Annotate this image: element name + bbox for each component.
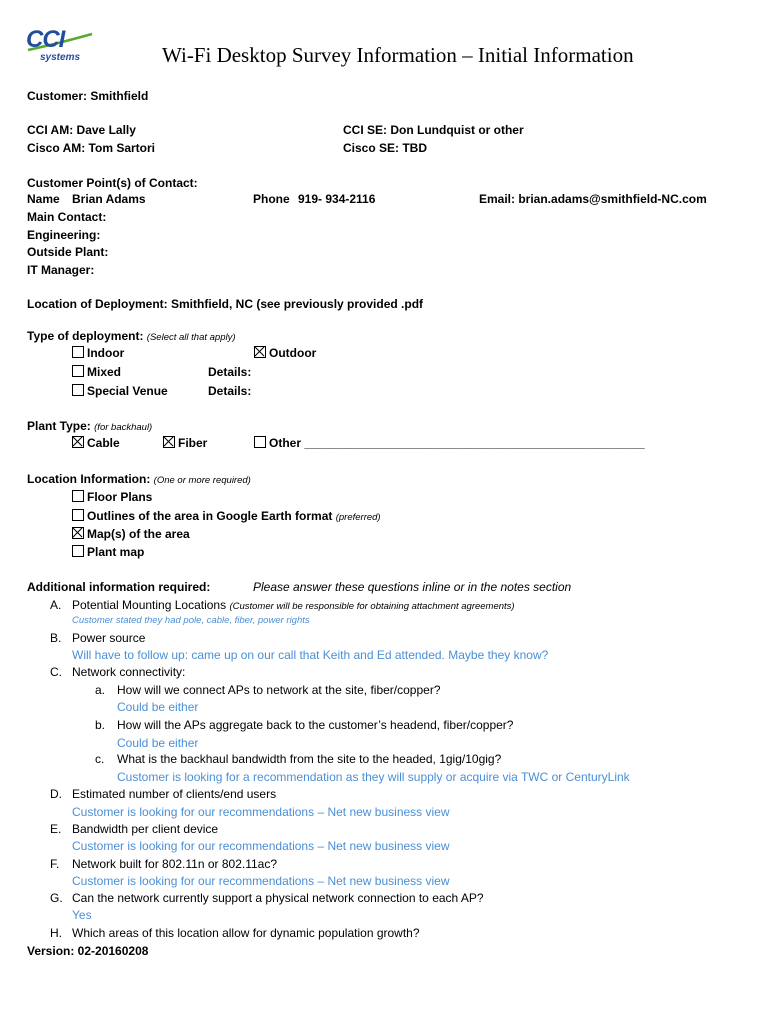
answer-c-c: Customer is looking for a recommendation as they will supply or acquire via TWC or CenturyLink (117, 770, 630, 784)
cable-label: Cable (87, 436, 120, 450)
mixed-details-label: Details: (208, 365, 252, 379)
floor-plans-label: Floor Plans (87, 490, 153, 504)
question-letter: E. (50, 822, 62, 836)
special-venue-label: Special Venue (87, 384, 168, 398)
contact-phone-label: Phone (253, 192, 290, 206)
main-contact-label: Main Contact: (27, 210, 107, 224)
cisco-am-line: Cisco AM: Tom Sartori (27, 141, 156, 155)
question-letter: A. (50, 598, 62, 612)
plant-type-note: (for backhaul) (94, 422, 153, 433)
cable-checkbox[interactable] (72, 436, 84, 448)
contact-name-label: Name (27, 192, 60, 206)
mixed-checkbox[interactable] (72, 365, 84, 377)
answer-e: Customer is looking for our recommendations – Net new business view (72, 839, 450, 853)
deployment-type-label: Type of deployment: (27, 329, 144, 343)
outlines-label: Outlines of the area in Google Earth format (87, 509, 333, 523)
location-info-note: (One or more required) (153, 475, 251, 486)
question-a-note: (Customer will be responsible for obtaining attachment agreements) (229, 601, 515, 612)
question-f-text: Network built for 802.11n or 802.11ac? (72, 857, 278, 871)
customer-line: Customer: Smithfield (27, 89, 149, 103)
question-c-b-text: How will the APs aggregate back to the customer’s headend, fiber/copper? (117, 718, 514, 732)
floor-plans-checkbox[interactable] (72, 490, 84, 502)
fiber-checkbox[interactable] (163, 436, 175, 448)
answer-c-a: Could be either (117, 700, 199, 714)
option-outlines[interactable] (72, 509, 381, 523)
plant-map-checkbox[interactable] (72, 545, 84, 557)
subquestion-letter: a. (95, 683, 106, 697)
page-title: Wi-Fi Desktop Survey Information – Initial Information (162, 43, 634, 67)
logo-mark: CCI (26, 26, 65, 53)
option-plant-map[interactable] (72, 545, 144, 559)
subquestion-letter: c. (95, 752, 105, 766)
subquestion-letter: b. (95, 718, 106, 732)
option-special-venue[interactable] (72, 384, 168, 398)
additional-info-note: Please answer these questions inline or in the notes section (253, 580, 572, 594)
deployment-type-heading (27, 329, 236, 343)
answer-b: Will have to follow up: came up on our call that Keith and Ed attended. Maybe they know? (72, 648, 549, 662)
question-letter: G. (50, 891, 63, 905)
other-label: Other ___________________________________________________ (269, 436, 645, 450)
option-fiber[interactable] (163, 436, 207, 450)
question-a-text: Potential Mounting Locations (72, 598, 227, 612)
location-info-heading (27, 472, 251, 486)
question-a (72, 598, 515, 612)
question-c-a-text: How will we connect APs to network at the site, fiber/copper? (117, 683, 441, 697)
question-letter: D. (50, 787, 62, 801)
indoor-label: Indoor (87, 346, 125, 360)
question-d-text: Estimated number of clients/end users (72, 787, 277, 801)
logo-subtext: systems (40, 52, 81, 63)
engineering-label: Engineering: (27, 228, 101, 242)
contact-name-value: Brian Adams (72, 192, 146, 206)
plant-type-heading (27, 419, 152, 433)
answer-d: Customer is looking for our recommendations – Net new business view (72, 805, 450, 819)
question-letter: H. (50, 926, 62, 940)
location-deployment: Location of Deployment: Smithfield, NC (see previously provided .pdf (27, 297, 424, 311)
answer-g: Yes (72, 908, 92, 922)
location-info-label: Location Information: (27, 472, 151, 486)
fiber-label: Fiber (178, 436, 208, 450)
cisco-se-line: Cisco SE: TBD (343, 141, 428, 155)
answer-a: Customer stated they had pole, cable, fiber, power rights (72, 615, 310, 626)
contact-email: Email: brian.adams@smithfield-NC.com (479, 192, 707, 206)
question-letter: C. (50, 665, 62, 679)
it-manager-label: IT Manager: (27, 263, 95, 277)
option-maps[interactable] (72, 527, 190, 541)
mixed-label: Mixed (87, 365, 122, 379)
outlines-checkbox[interactable] (72, 509, 84, 521)
maps-checkbox[interactable] (72, 527, 84, 539)
cci-se-line: CCI SE: Don Lundquist or other (343, 123, 524, 137)
outdoor-label: Outdoor (269, 346, 317, 360)
question-letter: F. (50, 857, 60, 871)
plant-type-label: Plant Type: (27, 419, 91, 433)
additional-info-label: Additional information required: (27, 580, 211, 594)
indoor-checkbox[interactable] (72, 346, 84, 358)
contact-heading: Customer Point(s) of Contact: (27, 176, 198, 190)
maps-label: Map(s) of the area (87, 527, 190, 541)
question-e-text: Bandwidth per client device (72, 822, 219, 836)
contact-phone-value: 919- 934-2116 (298, 192, 376, 206)
version-footer: Version: 02-20160208 (27, 944, 149, 958)
special-details-label: Details: (208, 384, 252, 398)
special-venue-checkbox[interactable] (72, 384, 84, 396)
option-other[interactable] (254, 436, 645, 450)
outdoor-checkbox[interactable] (254, 346, 266, 358)
outside-plant-label: Outside Plant: (27, 245, 109, 259)
other-checkbox[interactable] (254, 436, 266, 448)
outlines-note: (preferred) (335, 512, 381, 523)
question-letter: B. (50, 631, 62, 645)
question-c-c-text: What is the backhaul bandwidth from the site to the headed, 1gig/10gig? (117, 752, 502, 766)
question-b-text: Power source (72, 631, 146, 645)
option-cable[interactable] (72, 436, 120, 450)
deployment-type-note: (Select all that apply) (146, 332, 236, 343)
answer-f: Customer is looking for our recommendations – Net new business view (72, 874, 450, 888)
plant-map-label: Plant map (87, 545, 145, 559)
option-floor-plans[interactable] (72, 490, 152, 504)
cci-am-line: CCI AM: Dave Lally (27, 123, 136, 137)
option-indoor[interactable] (72, 346, 124, 360)
company-logo (26, 26, 96, 66)
option-outdoor[interactable] (254, 346, 316, 360)
option-mixed[interactable] (72, 365, 121, 379)
question-h-text: Which areas of this location allow for dynamic population growth? (72, 926, 420, 940)
question-c-text: Network connectivity: (72, 665, 186, 679)
question-g-text: Can the network currently support a physical network connection to each AP? (72, 891, 484, 905)
answer-c-b: Could be either (117, 736, 199, 750)
